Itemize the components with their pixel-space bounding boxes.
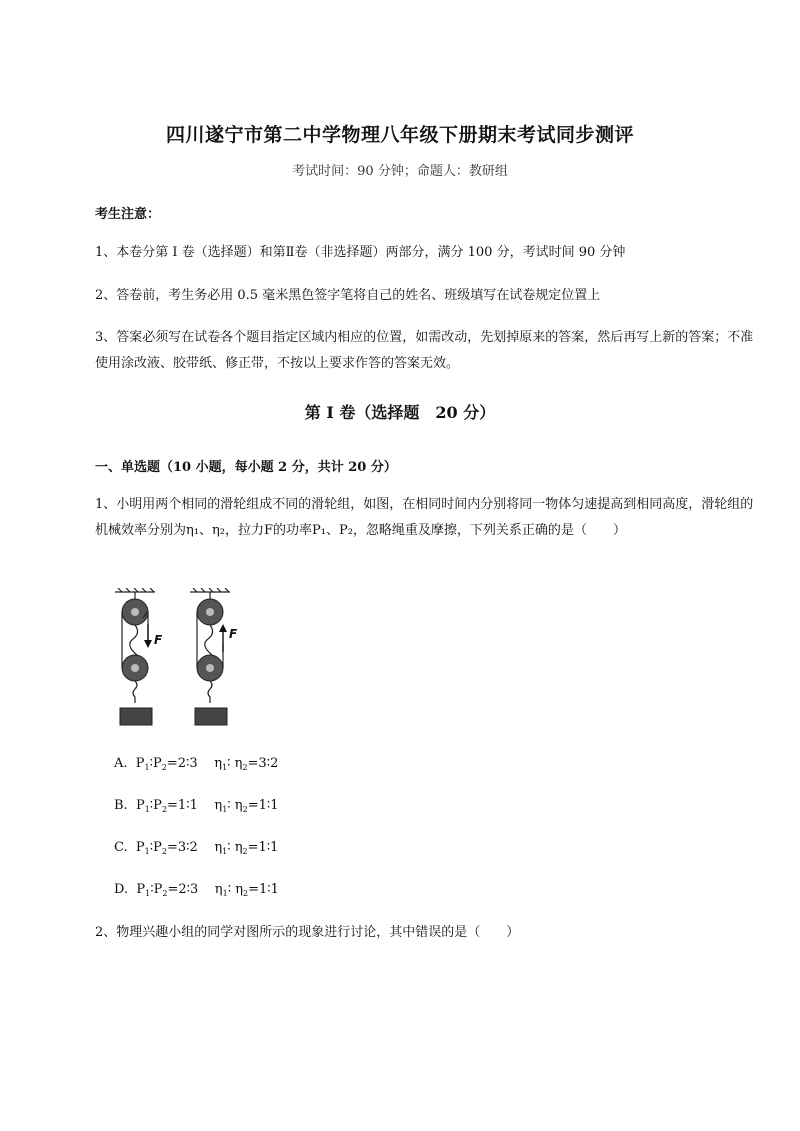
question-group-heading: 一、单选题（10 小题，每小题 2 分，共计 20 分） [95, 460, 397, 475]
efficiency-ratio: =1∶1 [247, 840, 279, 855]
notice-item: 1、本卷分第 I 卷（选择题）和第Ⅱ卷（非选择题）两部分，满分 100 分，考试时间 90 分钟 [95, 245, 626, 260]
question-2-text: 2、物理兴趣小组的同学对图所示的现象进行讨论，其中错误的是（ ） [95, 925, 520, 940]
notice-item: 2、答卷前，考生务必用 0.5 毫米黑色签字笔将自己的姓名、班级填写在试卷规定位置上 [95, 288, 601, 303]
page-title: 四川遂宁市第二中学物理八年级下册期末考试同步测评 [165, 124, 634, 146]
option-letter: D. [114, 882, 129, 897]
option-letter: C. [114, 840, 128, 855]
efficiency-ratio: =1∶1 [248, 882, 279, 897]
question-1-text: 1、小明用两个相同的滑轮组成不同的滑轮组，如图，在相同时间内分别将同一物体匀速提高到相同高度，滑轮组的机械效率分别为η₁、η₂，拉力F的功率P₁、P₂，忽略绳重及摩擦，下列关系正确的是（ ） [95, 497, 754, 538]
notice-item: 3、答案必须写在试卷各个题目指定区域内相应的位置，如需改动，先划掉原来的答案，然后再写上新的答案；不准使用涂改液、胶带纸、修正带，不按以上要求作答的答案无效。 [95, 330, 754, 371]
section-title: 第 I 卷（选择题 20 分） [304, 403, 496, 422]
option-a[interactable]: A. $P_1∶P_2=2∶3$ $\eta_1∶$ $\eta_2=3∶2$ [114, 756, 279, 772]
notice-heading: 考生注意： [95, 207, 161, 222]
force-label-right: F [229, 627, 238, 641]
page-subtitle: 考试时间：90 分钟；命题人：教研组 [292, 164, 508, 179]
power-ratio: =2∶3 [166, 756, 198, 771]
option-letter: A. [114, 756, 128, 771]
option-d[interactable]: D. $P_1∶P_2=2∶3$ $\eta_1∶$ $\eta_2=1∶1$ [114, 882, 279, 898]
power-ratio: =1∶1 [167, 798, 198, 813]
option-b[interactable]: B. $P_1∶P_2=1∶1$ $\eta_1∶$ $\eta_2=1∶1$ [114, 798, 279, 814]
efficiency-ratio: =3∶2 [247, 756, 279, 771]
efficiency-ratio: =1∶1 [247, 798, 279, 813]
option-c[interactable]: C. $P_1∶P_2=3∶2$ $\eta_1∶$ $\eta_2=1∶1$ [114, 840, 279, 856]
power-ratio: =2∶3 [167, 882, 199, 897]
pulley-diagram [110, 588, 260, 728]
option-letter: B. [114, 798, 128, 813]
power-ratio: =3∶2 [166, 840, 198, 855]
force-label-left: F [154, 633, 163, 647]
